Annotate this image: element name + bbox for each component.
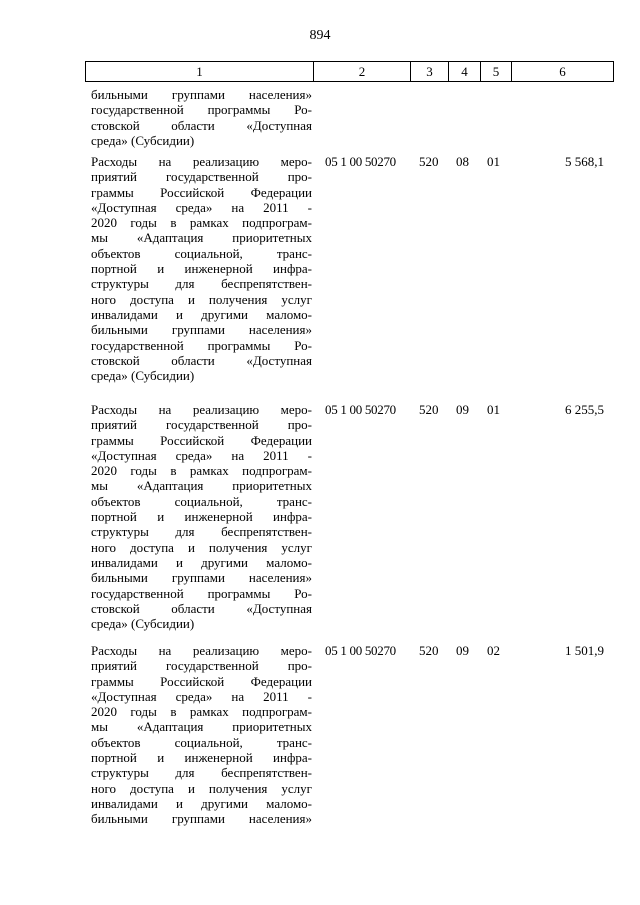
description-line: граммы Российской Федерации — [91, 673, 312, 689]
subsection-code: 01 — [487, 154, 500, 169]
description-line: объектов социальной, транс- — [91, 734, 312, 750]
column-header-row — [85, 61, 614, 82]
target-code: 05 1 00 50270 — [325, 154, 396, 169]
section-code: 09 — [456, 402, 469, 417]
description-line: инвалидами и другими маломо- — [91, 554, 312, 570]
description-line: граммы Российской Федерации — [91, 432, 312, 448]
description-line: «Доступная среда» на 2011 - — [91, 447, 312, 463]
description-line: государственной программы Ро- — [91, 102, 312, 118]
description-line: портной и инженерной инфра- — [91, 509, 312, 525]
description-line: государственной программы Ро- — [91, 337, 312, 353]
description-line: ного доступа и получения услуг — [91, 539, 312, 555]
row-description — [91, 154, 312, 383]
column-header-3: 3 — [411, 62, 449, 82]
continuation-row — [85, 84, 611, 147]
description-line: стовской области «Доступная — [91, 600, 312, 616]
description-line: приятий государственной про- — [91, 417, 312, 433]
target-code: 05 1 00 50270 — [325, 402, 396, 417]
table-row — [85, 154, 611, 394]
subsection-code: 02 — [487, 643, 500, 658]
table-row — [85, 643, 611, 833]
description-line: ного доступа и получения услуг — [91, 780, 312, 796]
description-line: среда» (Субсидии) — [91, 616, 195, 632]
description-line: приятий государственной про- — [91, 169, 312, 185]
expense-type: 520 — [419, 154, 439, 169]
table-body — [85, 84, 611, 827]
description-line: бильными группами населения» — [91, 322, 312, 338]
description-line: 2020 годы в рамках подпрограм- — [91, 463, 312, 479]
description-line: структуры для беспрепятствен- — [91, 276, 312, 292]
description-line: объектов социальной, транс- — [91, 245, 312, 261]
description-line: 2020 годы в рамках подпрограм- — [91, 704, 312, 720]
page-number: 894 — [309, 28, 331, 43]
amount: 5 568,1 — [565, 154, 604, 169]
column-header-6: 6 — [512, 62, 614, 82]
description-line: среда» (Субсидии) — [91, 132, 195, 148]
amount: 1 501,9 — [565, 643, 604, 658]
continuation-description — [91, 87, 312, 148]
description-line: инвалидами и другими маломо- — [91, 795, 312, 811]
table-row — [85, 402, 611, 642]
subsection-code: 01 — [487, 402, 500, 417]
row-description — [91, 402, 312, 631]
expense-type: 520 — [419, 643, 439, 658]
column-header-2: 2 — [314, 62, 411, 82]
row-description — [91, 643, 312, 827]
description-line: Расходы на реализацию меро- — [91, 402, 312, 417]
description-line: структуры для беспрепятствен- — [91, 524, 312, 540]
description-line: «Доступная среда» на 2011 - — [91, 688, 312, 704]
description-line: портной и инженерной инфра- — [91, 750, 312, 766]
description-line: среда» (Субсидии) — [91, 368, 195, 384]
column-header-5: 5 — [481, 62, 512, 82]
description-line: инвалидами и другими маломо- — [91, 306, 312, 322]
description-line: приятий государственной про- — [91, 658, 312, 674]
description-line: объектов социальной, транс- — [91, 493, 312, 509]
description-line: мы «Адаптация приоритетных — [91, 230, 312, 246]
description-line: граммы Российской Федерации — [91, 184, 312, 200]
amount: 6 255,5 — [565, 402, 604, 417]
description-line: «Доступная среда» на 2011 - — [91, 199, 312, 215]
description-line: структуры для беспрепятствен- — [91, 765, 312, 781]
description-line: стовской области «Доступная — [91, 117, 312, 133]
section-code: 09 — [456, 643, 469, 658]
description-line: государственной программы Ро- — [91, 585, 312, 601]
section-code: 08 — [456, 154, 469, 169]
description-line: Расходы на реализацию меро- — [91, 643, 312, 658]
column-header-1: 1 — [86, 62, 314, 82]
target-code: 05 1 00 50270 — [325, 643, 396, 658]
column-header-4: 4 — [449, 62, 481, 82]
description-line: мы «Адаптация приоритетных — [91, 478, 312, 494]
description-line: Расходы на реализацию меро- — [91, 154, 312, 169]
expense-type: 520 — [419, 402, 439, 417]
description-line: ного доступа и получения услуг — [91, 291, 312, 307]
description-line: бильными группами населения» — [91, 570, 312, 586]
description-line: бильными группами населения» — [91, 87, 312, 102]
description-line: 2020 годы в рамках подпрограм- — [91, 215, 312, 231]
description-line: стовской области «Доступная — [91, 352, 312, 368]
description-line: мы «Адаптация приоритетных — [91, 719, 312, 735]
description-line: бильными группами населения» — [91, 811, 312, 827]
description-line: портной и инженерной инфра- — [91, 261, 312, 277]
